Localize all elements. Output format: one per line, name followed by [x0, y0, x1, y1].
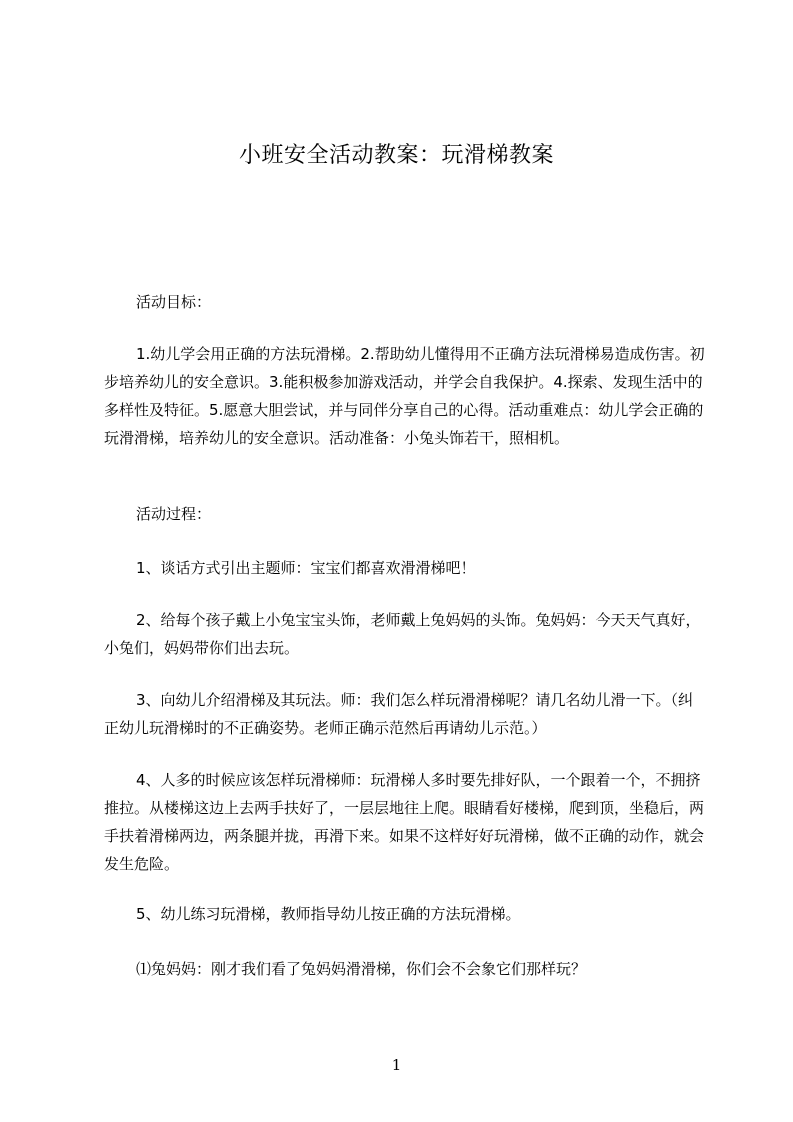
step-2-paragraph: 2、给每个孩子戴上小兔宝宝头饰，老师戴上兔妈妈的头饰。兔妈妈：今天天气真好，小兔们，妈妈带你们出去玩。 — [104, 611, 701, 657]
process-heading: 活动过程： — [136, 505, 212, 523]
step-3-paragraph: 3、向幼儿介绍滑梯及其玩法。师：我们怎么样玩滑滑梯呢？请几名幼儿滑一下。（纠正幼儿玩滑梯时的不正确姿势。老师正确示范然后再请幼儿示范。） — [104, 691, 694, 737]
step-1-paragraph: 1、谈话方式引出主题师：宝宝们都喜欢滑滑梯吧！ — [136, 559, 476, 577]
goals-paragraph: 1.幼儿学会用正确的方法玩滑梯。2.帮助幼儿懂得用不正确方法玩滑梯易造成伤害。初步培养幼儿的安全意识。3.能积极参加游戏活动，并学会自我保护。4.探索、发现生活中的多样性及特征。5.愿意大胆尝试，并与同伴分享自己的心得。活动重难点：幼儿学会正确的玩滑滑梯，培养幼儿的安全意识。活动准备：小兔头饰若干，照相机。 — [104, 345, 705, 447]
goals-heading: 活动目标： — [136, 293, 212, 311]
page-number: 1 — [391, 1056, 402, 1074]
document-title: 小班安全活动教案：玩滑梯教案 — [238, 143, 554, 168]
step-5-subitem-1: ⑴兔妈妈：刚才我们看了兔妈妈滑滑梯，你们会不会象它们那样玩？ — [136, 960, 587, 978]
step-5-paragraph: 5、幼儿练习玩滑梯，教师指导幼儿按正确的方法玩滑梯。 — [136, 905, 521, 923]
step-4-paragraph: 4、人多的时候应该怎样玩滑梯师：玩滑梯人多时要先排好队，一个跟着一个，不拥挤推拉。从楼梯这边上去两手扶好了，一层层地往上爬。眼睛看好楼梯，爬到顶，坐稳后，两手扶着滑梯两边，两条腿并拢，再滑下来。如果不这样好好玩滑梯，做不正确的动作，就会发生危险。 — [104, 771, 705, 873]
